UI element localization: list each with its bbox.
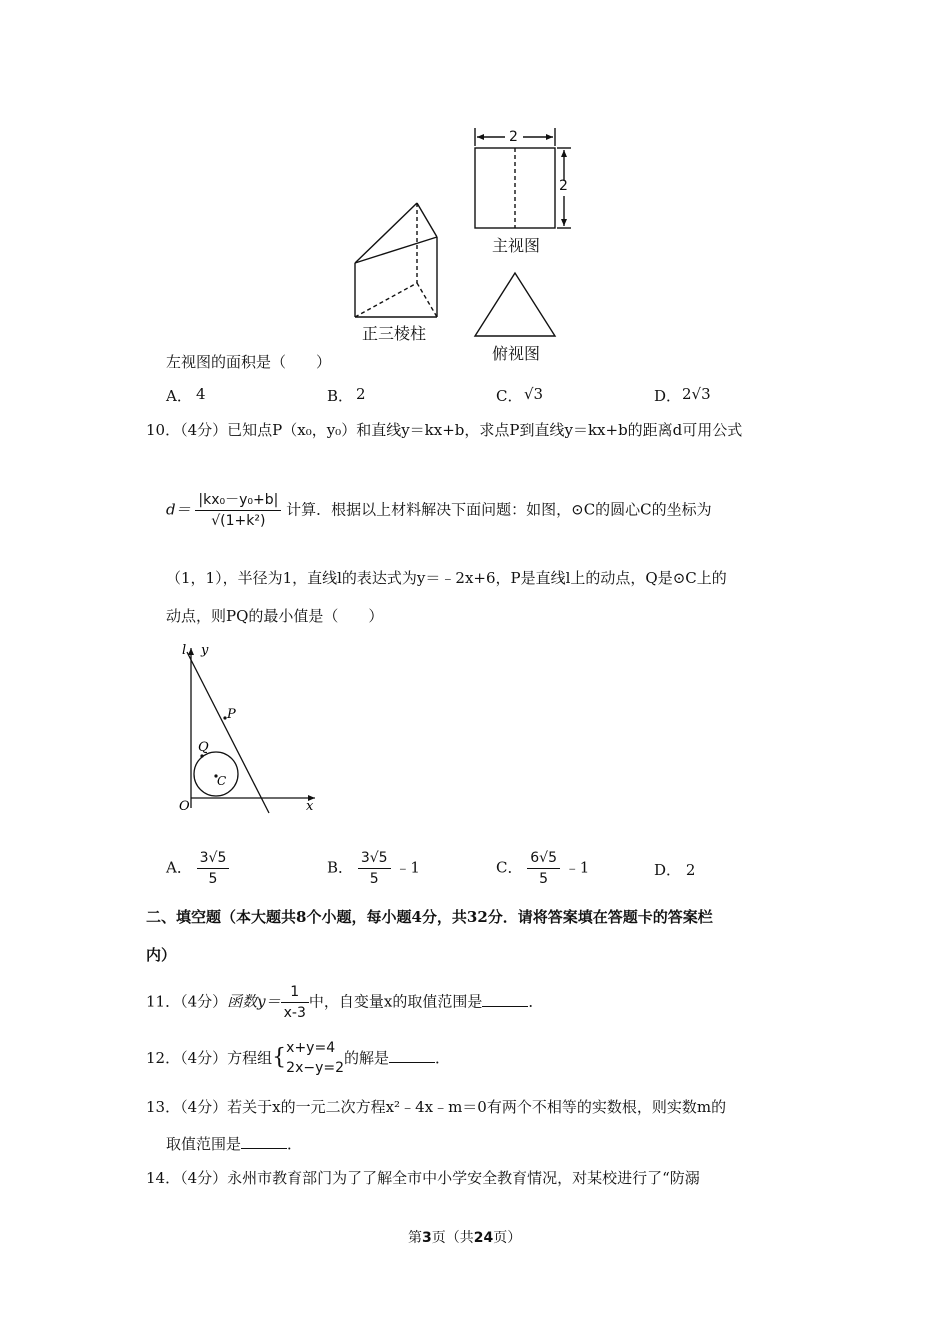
fraction-numerator: 3√5 [358, 848, 391, 869]
footer-text: 页） [493, 1230, 522, 1246]
question-text: 已知点P（x₀，y₀）和直线y＝kx+b，求点P到直线y＝kx+b的距离d可用公式 [227, 421, 743, 439]
answer-blank[interactable] [241, 1134, 287, 1149]
punctuation: ． [287, 1135, 303, 1153]
question-score: （4分） [180, 1098, 228, 1116]
question-text: 函数y＝ [227, 992, 281, 1011]
formula-numerator: |kx₀－y₀+b| [195, 490, 281, 511]
footer-text: 页（共 [431, 1230, 474, 1246]
fraction-numerator: 1 [281, 982, 309, 1003]
formula-lhs: d＝ [166, 500, 191, 519]
question-text: 方程组 [227, 1049, 273, 1067]
q13-line2 [166, 1134, 302, 1154]
question-score: （4分） [180, 421, 228, 439]
option-letter: C． [496, 387, 523, 405]
q10-option-c[interactable] [496, 848, 589, 889]
q10-line1 [146, 420, 742, 440]
question-number: 14． [146, 1169, 181, 1187]
question-text: 永州市教育部门为了了解全市中小学安全教育情况，对某校进行了“防溺 [227, 1169, 700, 1187]
axis-label-y: y [201, 643, 209, 658]
formula-tail: 计算．根据以上材料解决下面问题：如图，⊙C的圆心C的坐标为 [286, 500, 712, 519]
footer-text: 第 [408, 1230, 422, 1246]
top-view-figure [470, 268, 560, 340]
dimension-width: 2 [509, 129, 518, 145]
option-letter: B． [327, 387, 354, 405]
question-score: （4分） [180, 1049, 228, 1067]
point-label-c: C [217, 774, 227, 788]
line-label-l: l [182, 643, 187, 658]
option-letter: D． [654, 387, 682, 405]
dimension-height: 2 [559, 178, 568, 194]
fraction-numerator: 3√5 [197, 848, 230, 869]
front-view-caption: 主视图 [492, 236, 541, 255]
fraction-denominator: x-3 [283, 1005, 306, 1021]
option-letter: D． [654, 861, 682, 879]
axis-label-x: x [306, 799, 314, 814]
prism-figure [345, 195, 445, 325]
formula-denominator: √(1+k²) [211, 513, 266, 529]
section-heading-cont: 内） [146, 946, 177, 964]
option-fraction [527, 848, 560, 889]
q10-line3: （1，1），半径为1，直线l的表达式为y＝﹣2x+6，P是直线l上的动点，Q是⊙C上的 [166, 569, 727, 587]
question-score: （4分） [180, 1169, 228, 1187]
top-view-caption: 俯视图 [492, 344, 541, 363]
question-text: 中，自变量x的取值范围是 [308, 992, 483, 1011]
answer-blank[interactable] [389, 1048, 435, 1063]
q10-option-d[interactable] [654, 860, 695, 880]
brace-icon: { [272, 1045, 287, 1070]
option-letter: A． [166, 387, 192, 405]
option-fraction [358, 848, 391, 889]
point-label-p: P [227, 707, 236, 722]
fraction-denominator: 5 [369, 871, 379, 887]
question-number: 10． [146, 421, 181, 439]
option-tail: 2 [685, 861, 696, 879]
fraction-denominator: 5 [208, 871, 218, 887]
q12 [146, 1038, 450, 1078]
section-heading: 二、填空题（本大题共8个小题，每小题4分，共32分．请将答案填在答题卡的答案栏 [146, 908, 713, 926]
option-text: √3 [524, 385, 544, 403]
point-label-q: Q [198, 740, 209, 755]
origin-label: O [179, 799, 190, 814]
punctuation: ． [528, 992, 544, 1011]
question-number: 12． [146, 1049, 181, 1067]
answer-blank[interactable] [482, 992, 528, 1007]
distance-formula [195, 490, 281, 531]
option-text: 4 [196, 385, 206, 403]
q10-formula-line [166, 490, 712, 531]
question-number: 13． [146, 1098, 181, 1116]
q14-line1 [146, 1168, 700, 1188]
option-fraction [197, 848, 230, 889]
fraction-numerator: 6√5 [527, 848, 560, 869]
q9-stem: 左视图的面积是（ ） [166, 353, 332, 371]
fraction-denominator: 5 [539, 871, 549, 887]
question-text: 若关于x的一元二次方程x²﹣4x﹣m＝0有两个不相等的实数根，则实数m的 [227, 1098, 727, 1116]
equation-2: 2x−y=2 [286, 1060, 345, 1076]
page-footer [408, 1228, 521, 1248]
q10-line4: 动点，则PQ的最小值是（ ） [166, 607, 384, 625]
question-score: （4分） [180, 992, 228, 1011]
option-tail: ﹣1 [564, 858, 590, 877]
option-letter: B． [327, 858, 354, 877]
question-text: 取值范围是 [166, 1135, 242, 1153]
equation-system [286, 1038, 344, 1078]
option-tail: ﹣1 [395, 858, 420, 877]
option-text: 2√3 [682, 385, 711, 403]
q11 [146, 982, 543, 1023]
coordinate-graph [165, 638, 325, 816]
option-letter: C． [496, 858, 523, 877]
equation-1: x+y=4 [286, 1040, 336, 1056]
page-total: 24 [473, 1230, 494, 1246]
punctuation: ． [435, 1049, 451, 1067]
question-number: 11． [146, 992, 181, 1011]
q10-option-b[interactable] [327, 848, 420, 889]
option-text: 2 [356, 385, 366, 403]
option-letter: A． [166, 858, 192, 877]
function-fraction [281, 982, 309, 1023]
q13-line1 [146, 1097, 726, 1117]
page-number: 3 [422, 1230, 432, 1246]
q10-option-a[interactable] [166, 848, 229, 889]
prism-caption: 正三棱柱 [362, 324, 427, 343]
question-text: 的解是 [344, 1049, 390, 1067]
